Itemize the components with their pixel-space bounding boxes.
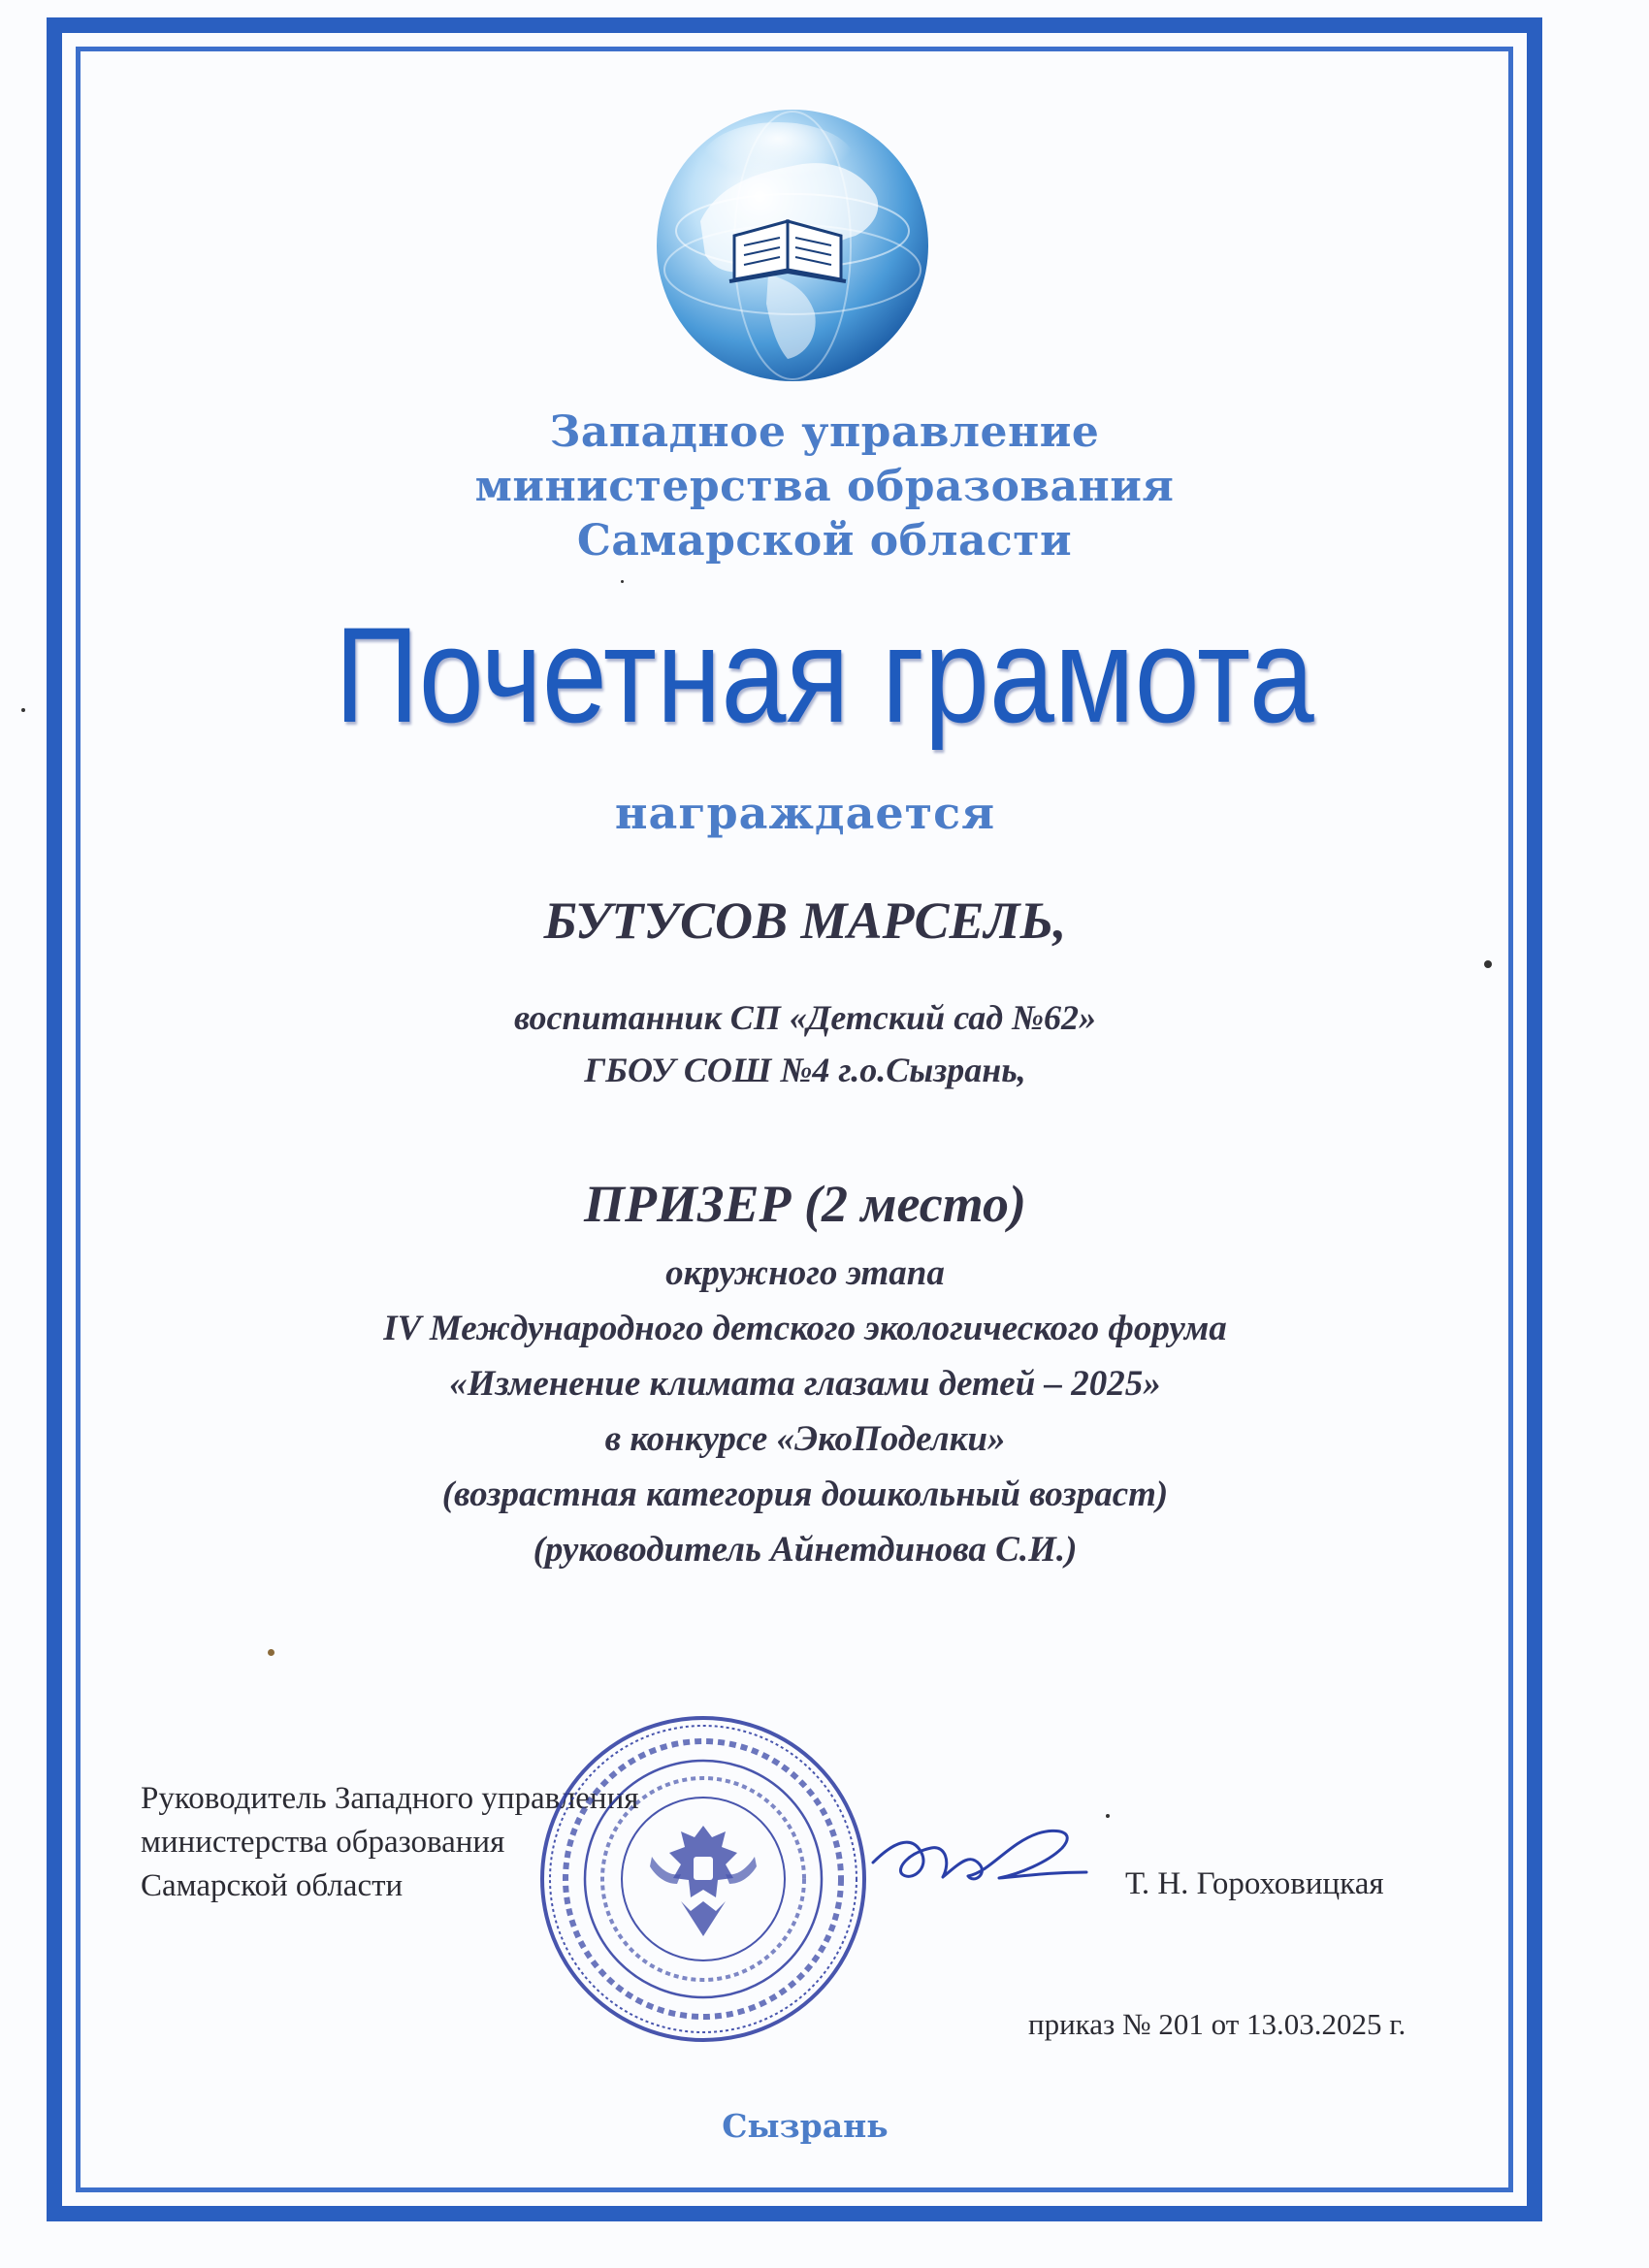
details-line: (руководитель Айнетдинова С.И.): [533, 1530, 1078, 1570]
ministry-line: министерства образования: [474, 462, 1175, 511]
scan-speck: [21, 708, 25, 712]
scan-speck: [621, 580, 624, 583]
globe-book-emblem-icon: [652, 105, 933, 386]
ministry-line: Западное управление: [549, 407, 1100, 457]
signer-title-line: Самарской области: [141, 1868, 404, 1903]
ministry-line: Самарской области: [576, 516, 1073, 566]
scan-speck: [268, 1649, 275, 1656]
scan-speck: [1484, 960, 1492, 968]
certificate-title: Почетная грамота: [335, 599, 1314, 751]
recipient-affiliation: [291, 991, 1319, 1096]
city-name: Сызрань: [722, 2107, 889, 2145]
award-place: ПРИЗЕР (2 место): [584, 1175, 1026, 1233]
handwritten-signature-icon: [854, 1804, 1096, 1921]
affiliation-line: ГБОУ СОШ №4 г.о.Сызрань,: [584, 1051, 1026, 1089]
scan-speck: [1106, 1814, 1110, 1818]
recipient-name: БУТУСОВ МАРСЕЛЬ,: [543, 891, 1067, 950]
signer-name: Т. Н. Гороховицкая: [1125, 1866, 1384, 1901]
details-line: окружного этапа: [665, 1253, 945, 1293]
affiliation-line: воспитанник СП «Детский сад №62»: [513, 998, 1097, 1037]
order-reference: приказ № 201 от 13.03.2025 г.: [1028, 2007, 1406, 2041]
details-line: (возрастная категория дошкольный возраст): [441, 1474, 1169, 1514]
details-line: «Изменение климата глазами детей – 2025»: [449, 1364, 1161, 1404]
signer-title-line: Руководитель Западного управления: [141, 1781, 639, 1816]
details-line: IV Международного детского экологического форума: [383, 1309, 1227, 1348]
ministry-heading: [291, 405, 1358, 568]
official-seal-icon: [535, 1711, 871, 2047]
award-details: [252, 1246, 1358, 1577]
signer-title-line: министерства образования: [141, 1825, 505, 1860]
details-line: в конкурсе «ЭкоПоделки»: [604, 1419, 1006, 1459]
awarded-label: награждается: [614, 787, 996, 839]
